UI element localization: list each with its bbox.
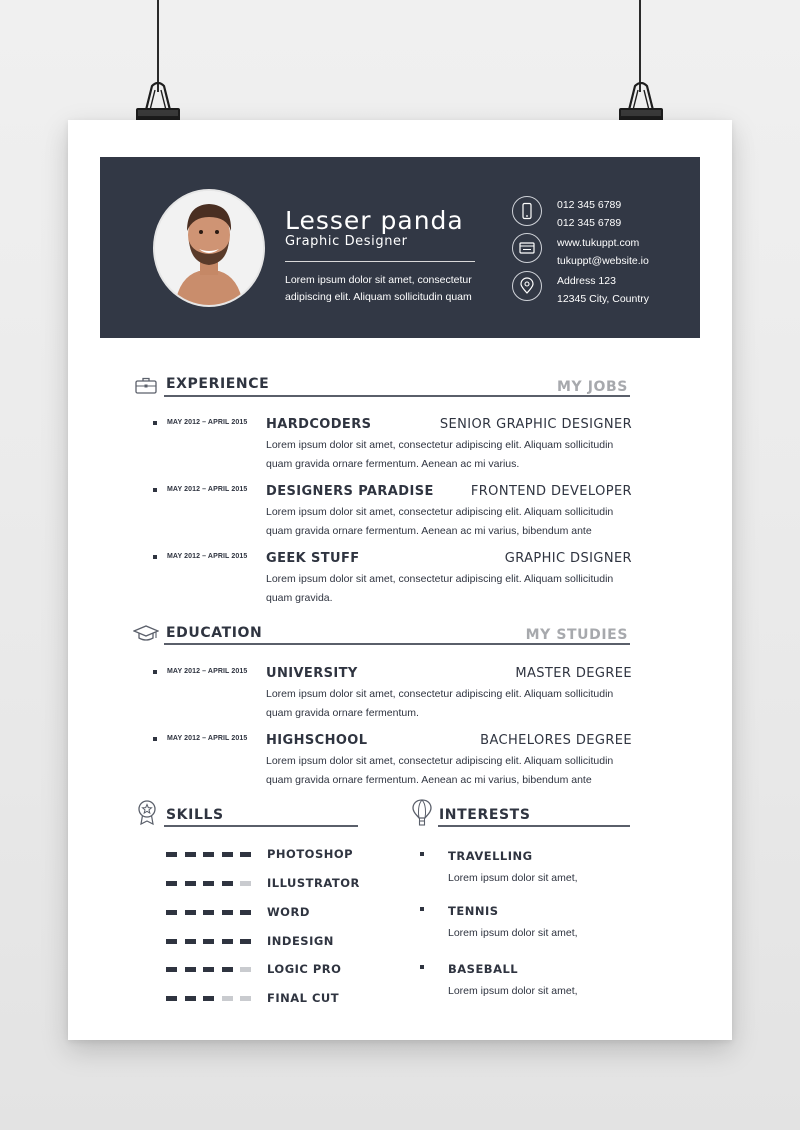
interests-divider [438, 825, 630, 827]
entry-date: MAY 2012 – APRIL 2015 [167, 419, 248, 426]
contact-website: www.tukuppt.com [557, 237, 640, 249]
entry-title: UNIVERSITY [266, 666, 358, 681]
experience-heading: EXPERIENCE [166, 376, 270, 392]
contact-phone-1: 012 345 6789 [557, 199, 622, 211]
entry-bullet [153, 555, 157, 559]
resume-sheet [68, 120, 732, 1040]
entry-description: Lorem ipsum dolor sit amet, consectetur adipiscing elit. Aliquam sollicitudin quam gravida ornare fermentum. Aenean ac mi varius. [266, 439, 614, 470]
contact-email: tukuppt@website.io [557, 255, 649, 267]
skills-heading: SKILLS [166, 807, 224, 823]
skill-level-dash-filled [240, 910, 251, 915]
experience-subheading: MY JOBS [556, 379, 628, 395]
education-divider [164, 643, 630, 645]
entry-bullet [153, 488, 157, 492]
skill-level-dash-filled [185, 996, 196, 1001]
interest-title: TRAVELLING [448, 849, 533, 863]
browser-icon [512, 233, 542, 263]
resume-header [100, 157, 700, 338]
skill-row [166, 934, 366, 950]
skill-level-dash-filled [203, 910, 214, 915]
entry-role: MASTER DEGREE [515, 666, 632, 681]
entry-title: HARDCODERS [266, 417, 372, 432]
briefcase-icon [135, 376, 157, 394]
profile-name: Lesser panda [285, 206, 464, 235]
skill-level-dash-empty [240, 967, 251, 972]
skill-level-dash-filled [166, 939, 177, 944]
education-subheading: MY STUDIES [525, 627, 628, 643]
skill-row [166, 847, 366, 863]
skill-level-dash-filled [203, 881, 214, 886]
skill-level-dash-filled [240, 852, 251, 857]
entry-date: MAY 2012 – APRIL 2015 [167, 735, 248, 742]
entry-role: FRONTEND DEVELOPER [470, 484, 632, 499]
skill-name: LOGIC PRO [267, 962, 342, 976]
hot-air-balloon-icon [412, 799, 432, 827]
skills-divider [164, 825, 358, 827]
entry-date: MAY 2012 – APRIL 2015 [167, 486, 248, 493]
skill-level-dash-filled [185, 939, 196, 944]
interest-title: BASEBALL [448, 962, 519, 976]
skill-level-dash-empty [222, 996, 233, 1001]
skill-name: INDESIGN [267, 934, 334, 948]
skill-level-dash-filled [203, 852, 214, 857]
skill-level-dash-filled [203, 939, 214, 944]
entry-title: HIGHSCHOOL [266, 733, 368, 748]
skill-level-dash-filled [222, 852, 233, 857]
skill-name: ILLUSTRATOR [267, 876, 360, 890]
skill-level-dash-filled [166, 967, 177, 972]
interest-description: Lorem ipsum dolor sit amet, [448, 872, 578, 884]
education-heading: EDUCATION [166, 625, 263, 641]
graduation-cap-icon [133, 625, 159, 643]
entry-role: SENIOR GRAPHIC DESIGNER [439, 417, 632, 432]
interest-description: Lorem ipsum dolor sit amet, [448, 927, 578, 939]
skill-row [166, 905, 366, 921]
entry-description: Lorem ipsum dolor sit amet, consectetur adipiscing elit. Aliquam sollicitudin quam gravida. [266, 573, 614, 604]
entry-title: DESIGNERS PARADISE [266, 484, 434, 499]
interest-bullet [420, 907, 424, 911]
skill-level-dash-filled [166, 996, 177, 1001]
entry-description: Lorem ipsum dolor sit amet, consectetur adipiscing elit. Aliquam sollicitudin quam gravida ornare fermentum. [266, 688, 614, 719]
skill-level-dash-empty [240, 881, 251, 886]
phone-icon [512, 196, 542, 226]
hanging-wire-right [639, 0, 641, 92]
skill-level-dash-filled [203, 967, 214, 972]
skill-level-dash-filled [185, 852, 196, 857]
skill-name: WORD [267, 905, 310, 919]
skill-level-dash-filled [166, 852, 177, 857]
skill-row [166, 962, 366, 978]
award-badge-icon [137, 800, 157, 826]
skill-level-dash-filled [240, 939, 251, 944]
entry-bullet [153, 737, 157, 741]
entry-role: BACHELORES DEGREE [480, 733, 632, 748]
skill-level-dash-filled [166, 910, 177, 915]
location-pin-icon [512, 271, 542, 301]
interest-title: TENNIS [448, 904, 499, 918]
entry-title: GEEK STUFF [266, 551, 360, 566]
interest-bullet [420, 965, 424, 969]
profile-title: Graphic Designer [285, 234, 408, 249]
skill-level-dash-filled [185, 967, 196, 972]
skill-level-dash-filled [222, 910, 233, 915]
skill-level-dash-filled [166, 881, 177, 886]
contact-phone-2: 012 345 6789 [557, 217, 622, 229]
interest-description: Lorem ipsum dolor sit amet, [448, 985, 578, 997]
education-entry [152, 668, 632, 728]
entry-bullet [153, 421, 157, 425]
profile-photo [153, 189, 265, 307]
skill-level-dash-filled [185, 910, 196, 915]
experience-entry [152, 486, 632, 546]
skill-row [166, 876, 366, 892]
hanging-wire-left [157, 0, 159, 92]
interests-heading: INTERESTS [439, 807, 531, 823]
entry-date: MAY 2012 – APRIL 2015 [167, 553, 248, 560]
experience-entry [152, 419, 632, 479]
skill-level-dash-filled [222, 939, 233, 944]
contact-address-2: 12345 City, Country [557, 293, 650, 305]
contact-address-1: Address 123 [557, 275, 616, 287]
entry-description: Lorem ipsum dolor sit amet, consectetur adipiscing elit. Aliquam sollicitudin quam gravida ornare fermentum. Aenean ac mi varius, bibendum ante [266, 755, 614, 786]
education-entry [152, 735, 632, 795]
profile-intro: Lorem ipsum dolor sit amet, consectetur adipiscing elit. Aliquam sollicitudin quam [285, 274, 472, 302]
experience-divider [164, 395, 630, 397]
skill-row [166, 991, 366, 1007]
entry-role: GRAPHIC DSIGNER [504, 551, 632, 566]
skill-name: FINAL CUT [267, 991, 340, 1005]
skill-level-dash-filled [185, 881, 196, 886]
skill-level-dash-empty [240, 996, 251, 1001]
skill-level-dash-filled [222, 967, 233, 972]
skill-level-dash-filled [203, 996, 214, 1001]
skill-name: PHOTOSHOP [267, 847, 354, 861]
interest-bullet [420, 852, 424, 856]
header-divider [285, 261, 475, 262]
entry-description: Lorem ipsum dolor sit amet, consectetur adipiscing elit. Aliquam sollicitudin quam gravida ornare fermentum. Aenean ac mi varius, bibendum ante [266, 506, 614, 537]
entry-bullet [153, 670, 157, 674]
skill-level-dash-filled [222, 881, 233, 886]
entry-date: MAY 2012 – APRIL 2015 [167, 668, 248, 675]
experience-entry [152, 553, 632, 613]
